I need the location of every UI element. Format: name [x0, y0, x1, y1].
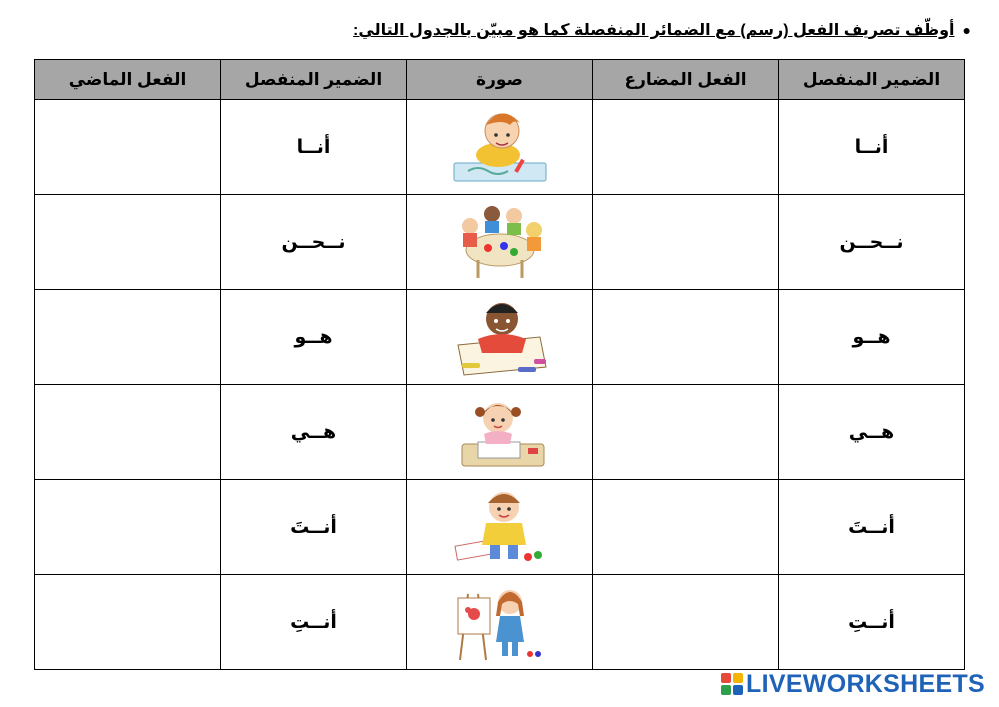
- pronoun-cell-2: أنــتِ: [221, 575, 407, 670]
- table-row: [35, 100, 965, 195]
- pronoun-cell-2: أنــا: [221, 100, 407, 195]
- liveworksheets-logo: [721, 669, 985, 699]
- children-painting-table-icon: [448, 200, 552, 284]
- past-verb-answer[interactable]: [35, 290, 221, 385]
- pronoun-cell-2: هــي: [221, 385, 407, 480]
- conjugation-table: [34, 59, 965, 670]
- table-row: [35, 480, 965, 575]
- pronoun-cell: أنــتَ: [779, 480, 965, 575]
- image-cell: [407, 480, 593, 575]
- image-cell: [407, 575, 593, 670]
- boy-drawing-icon: [448, 295, 552, 379]
- logo-text: LIVEWORKSHEETS: [746, 669, 985, 698]
- table-row: [35, 195, 965, 290]
- girl-drawing-icon: [448, 390, 552, 474]
- image-cell: [407, 195, 593, 290]
- present-verb-answer[interactable]: [593, 480, 779, 575]
- boy-painting-icon: [448, 485, 552, 569]
- header-pronoun: الضمير المنفصل: [779, 60, 965, 100]
- table-row: [35, 290, 965, 385]
- header-present-verb: الفعل المضارع: [593, 60, 779, 100]
- child-drawing-icon: [448, 105, 552, 189]
- pronoun-cell-2: هــو: [221, 290, 407, 385]
- past-verb-answer[interactable]: [35, 575, 221, 670]
- pronoun-cell: أنــا: [779, 100, 965, 195]
- past-verb-answer[interactable]: [35, 195, 221, 290]
- pronoun-cell-2: نــحــن: [221, 195, 407, 290]
- past-verb-answer[interactable]: [35, 385, 221, 480]
- image-cell: [407, 385, 593, 480]
- image-cell: [407, 290, 593, 385]
- pronoun-cell-2: أنــتَ: [221, 480, 407, 575]
- past-verb-answer[interactable]: [35, 100, 221, 195]
- table-header-row: [35, 60, 965, 100]
- present-verb-answer[interactable]: [593, 290, 779, 385]
- pronoun-cell: هــو: [779, 290, 965, 385]
- present-verb-answer[interactable]: [593, 195, 779, 290]
- instruction-line: [300, 20, 971, 40]
- pronoun-cell: أنــتِ: [779, 575, 965, 670]
- logo-mark-icon: [721, 673, 743, 695]
- table-row: [35, 385, 965, 480]
- header-image: صورة: [407, 60, 593, 100]
- header-past-verb: الفعل الماضي: [35, 60, 221, 100]
- present-verb-answer[interactable]: [593, 385, 779, 480]
- past-verb-answer[interactable]: [35, 480, 221, 575]
- pronoun-cell: هــي: [779, 385, 965, 480]
- instruction-text: أوظّف تصريف الفعل (رسم) مع الضمائر المنفصلة كما هو مبيّن بالجدول التالي:: [353, 22, 955, 39]
- bullet-icon: ●: [962, 22, 971, 38]
- header-pronoun-2: الضمير المنفصل: [221, 60, 407, 100]
- table-row: [35, 575, 965, 670]
- girl-easel-icon: [448, 580, 552, 664]
- present-verb-answer[interactable]: [593, 100, 779, 195]
- present-verb-answer[interactable]: [593, 575, 779, 670]
- pronoun-cell: نــحــن: [779, 195, 965, 290]
- image-cell: [407, 100, 593, 195]
